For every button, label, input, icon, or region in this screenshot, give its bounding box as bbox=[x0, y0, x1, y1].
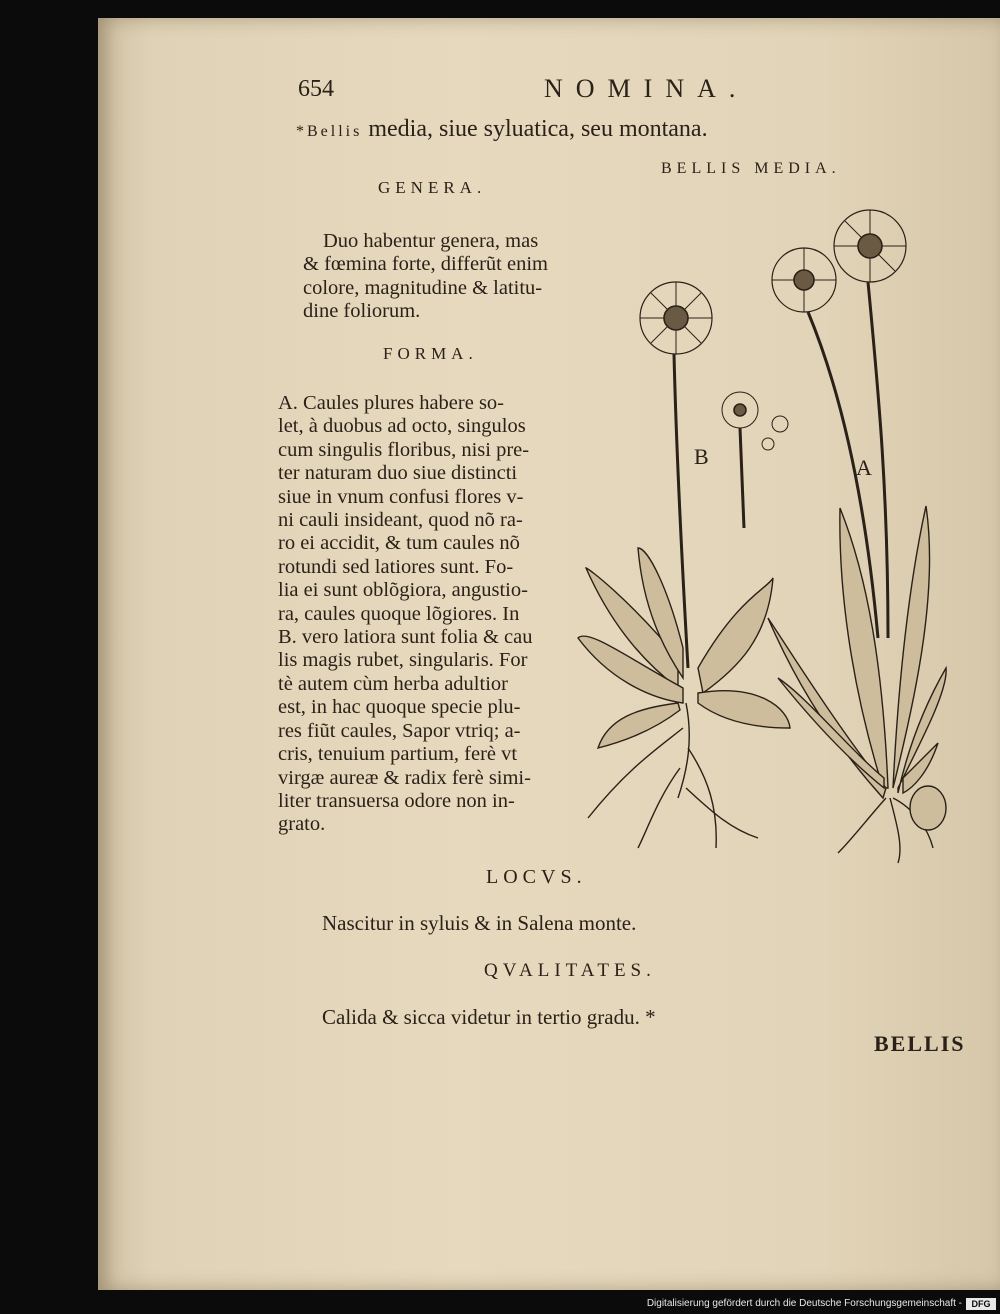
subtitle-rest: media, siue syluatica, seu montana. bbox=[362, 116, 708, 142]
figure-label-a: A bbox=[856, 455, 872, 480]
flower-head-a2 bbox=[772, 248, 836, 312]
heading-forma: FORMA. bbox=[383, 344, 478, 363]
flower-head-a1 bbox=[834, 210, 906, 282]
dfg-logo: DFG bbox=[966, 1298, 996, 1310]
digitization-credit: Digitalisierung gefördert durch die Deutsche Forschungsgemeinschaft - bbox=[646, 1298, 962, 1309]
plant-b bbox=[578, 282, 790, 848]
page-subtitle bbox=[296, 116, 708, 143]
roots-a bbox=[838, 786, 946, 863]
subtitle-smallcaps: *Bellis bbox=[296, 123, 363, 140]
catchword: BELLIS bbox=[874, 1031, 966, 1056]
paragraph-genera: Duo habentur genera, mas & fœmina forte, differũt enim colore, magnitudine & latitu- dine foliorum. bbox=[303, 230, 548, 323]
book-page bbox=[98, 18, 1000, 1290]
running-title: NOMINA. bbox=[544, 74, 749, 103]
heading-qualitates: QVALITATES. bbox=[484, 960, 656, 981]
leaves-a bbox=[768, 506, 946, 798]
page-number: 654 bbox=[298, 76, 334, 102]
heading-genera: GENERA. bbox=[378, 178, 487, 197]
paragraph-forma: A. Caules plures habere so- let, à duobus ad octo, singulos cum singulis floribus, nisi pre- ter naturam duo siue distincti siue in vnum confusi flores v- ni cauli insideant, quod nõ ra- ro ei accidit, & tum caules nõ rotundi sed latiores sunt. Fo- lia ei sunt oblõgiora, angustio- ra, caules quoque lõgiores. In B. vero latiora sunt folia & cau lis magis rubet, singularis. For tè autem cùm herba adultior est, in hac quoque specie plu- res fiũt caules, Sapor vtriq; a- cris, tenuium partium, ferè vt virgæ aureæ & radix ferè simi- liter transuersa odore non in- grato. bbox=[278, 392, 533, 836]
flower-head-b bbox=[640, 282, 712, 354]
paragraph-locus: Nascitur in syluis & in Salena monte. bbox=[322, 911, 637, 935]
figure-caption: BELLIS MEDIA. bbox=[661, 160, 841, 177]
bud-cluster bbox=[722, 392, 788, 528]
paragraph-qualitates: Calida & sicca videtur in tertio gradu. * bbox=[322, 1005, 656, 1029]
heading-locus: LOCVS. bbox=[486, 866, 587, 888]
figure-label-b: B bbox=[694, 444, 709, 469]
plant-a bbox=[768, 210, 946, 863]
daisy-woodcut-illustration bbox=[568, 188, 948, 868]
